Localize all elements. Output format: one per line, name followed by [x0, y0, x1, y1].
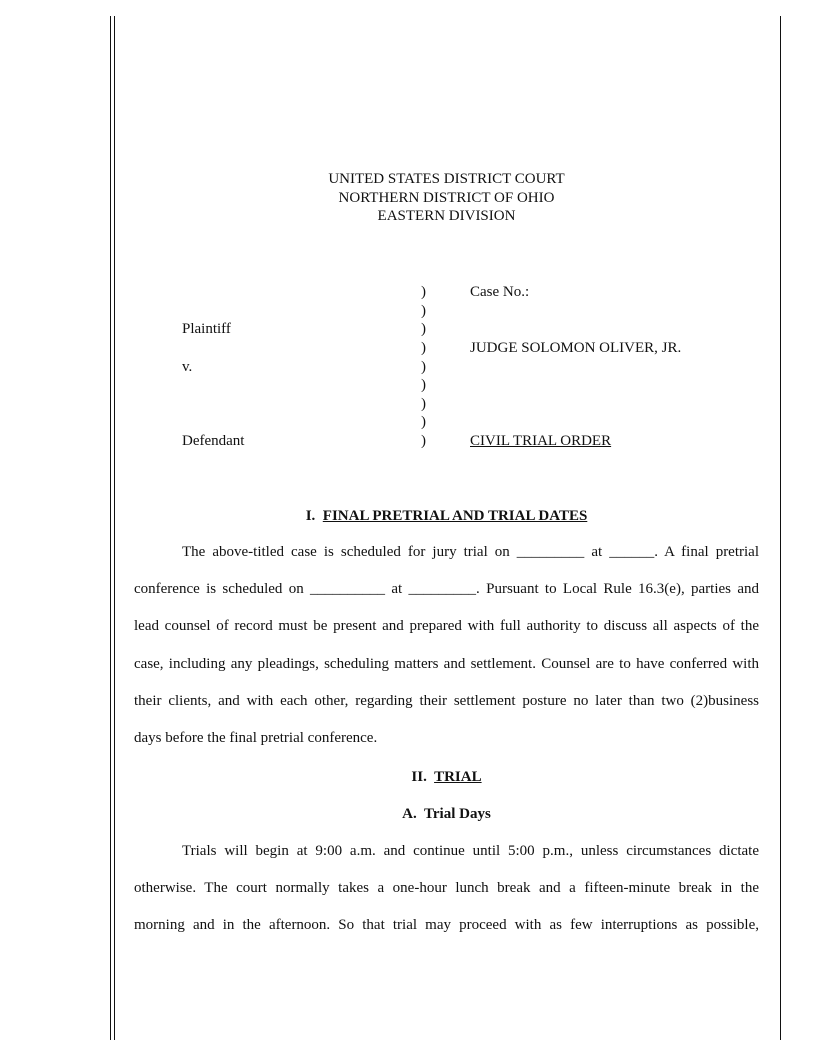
defendant-label: Defendant [182, 433, 245, 449]
section-2-heading [134, 769, 759, 786]
paragraph-line: morning and in the afternoon. So that trial may proceed with as few interruptions as possible, [134, 917, 759, 934]
court-name: UNITED STATES DISTRICT COURT [328, 171, 565, 187]
paragraph-line: case, including any pleadings, scheduling matters and settlement. Counsel are to have conferred with [134, 655, 759, 672]
caption-paren: ) [421, 303, 426, 319]
paragraph-line: days before the final pretrial conference. [134, 730, 378, 747]
section-2-number: II. [411, 769, 427, 785]
caption-paren: ) [421, 414, 426, 430]
judge-name: JUDGE SOLOMON OLIVER, JR. [470, 340, 682, 356]
paragraph-line: otherwise. The court normally takes a one-hour lunch break and a fifteen-minute break in the [134, 880, 759, 897]
subsection-a-title: Trial Days [424, 806, 491, 822]
section-2-title: TRIAL [434, 769, 482, 785]
subsection-a-number: A. [402, 806, 417, 822]
court-district: NORTHERN DISTRICT OF OHIO [338, 190, 555, 206]
right-margin-rule [780, 16, 781, 1040]
section-1-title: FINAL PRETRIAL AND TRIAL DATES [322, 508, 588, 524]
paragraph-line: their clients, and with each other, regarding their settlement posture no later than two (2)business [134, 692, 759, 709]
case-number-label: Case No.: [470, 284, 530, 300]
plaintiff-label: Plaintiff [182, 321, 231, 337]
section-1-paragraph [134, 534, 759, 757]
section-1-number: I. [305, 508, 316, 524]
left-margin-rule-outer [110, 16, 111, 1040]
section-2-paragraph [134, 833, 759, 945]
paragraph-line: Trials will begin at 9:00 a.m. and continue until 5:00 p.m., unless circumstances dictate [182, 843, 759, 859]
paragraph-line: The above-titled case is scheduled for jury trial on _________ at ______. A final pretrial [182, 544, 759, 560]
caption-paren: ) [421, 396, 426, 412]
caption-paren: ) [421, 377, 426, 393]
caption-paren: ) [421, 284, 426, 300]
caption-paren: ) [421, 433, 426, 449]
order-title: CIVIL TRIAL ORDER [470, 433, 612, 449]
caption-paren: ) [421, 321, 426, 337]
caption-paren: ) [421, 359, 426, 375]
paragraph-line: conference is scheduled on __________ at _________. Pursuant to Local Rule 16.3(e), parties and [134, 581, 759, 598]
left-margin-rule-inner [114, 16, 115, 1040]
section-1-heading [134, 508, 759, 525]
versus-label: v. [182, 359, 193, 375]
paragraph-line: lead counsel of record must be present and prepared with full authority to discuss all aspects of the [134, 618, 759, 635]
caption-paren: ) [421, 340, 426, 356]
subsection-a-heading [134, 806, 759, 823]
court-division: EASTERN DIVISION [377, 208, 516, 224]
